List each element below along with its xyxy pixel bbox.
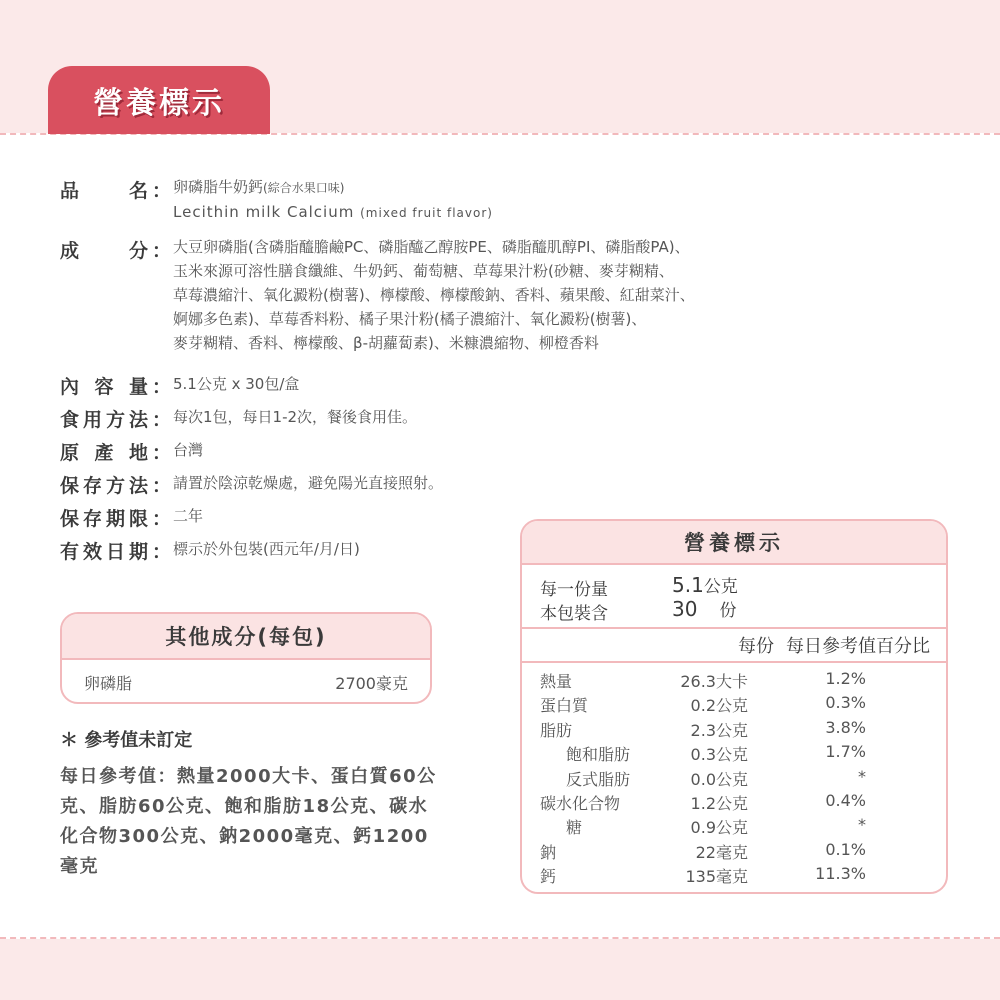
nutrient-amount: 1.2公克 [690, 793, 748, 813]
content-label: 內 容 量 [60, 376, 148, 398]
expiry-value: 標示於外包裝(西元年/月/日) [173, 540, 360, 558]
usage-value: 每次1包，每日1-2次，餐後食用佳。 [173, 408, 418, 426]
nutrient-name: 鈉 [540, 842, 557, 862]
serving-info [522, 565, 946, 629]
nutrition-table [520, 519, 948, 894]
page-title: 營養標示 [48, 66, 270, 134]
bottom-dashed-divider [0, 937, 1000, 939]
nutrient-name: 碳水化合物 [540, 793, 621, 813]
other-ingredients-title: 其他成分(每包) [62, 614, 430, 660]
nutrient-amount: 0.9公克 [690, 818, 748, 838]
nutrition-title: 營養標示 [522, 521, 946, 565]
nutrition-rows [522, 663, 946, 889]
nutrient-daily-percent: 11.3% [815, 864, 866, 884]
origin-row: 原 產 地 ： 台灣 [60, 438, 148, 465]
servings-per-package-label: 本包裝含 [540, 604, 608, 624]
servings-per-package-value: 30 份 [672, 597, 737, 621]
nutrient-daily-percent: * [858, 766, 866, 786]
serving-size-label: 每一份量 [540, 580, 608, 600]
nutrient-name: 鈣 [540, 867, 557, 887]
nutrient-name: 飽和脂肪 [566, 745, 631, 765]
nutrient-amount: 0.0公克 [690, 769, 748, 789]
nutrient-daily-percent: 0.4% [825, 790, 866, 810]
per-serving-header: 每份 [738, 636, 774, 657]
serving-size-value: 5.1公克 [672, 573, 738, 597]
reference-note-text: 每日參考值：熱量2000大卡、蛋白質60公克、脂肪60公克、飽和脂肪18公克、碳水化合物300公克、鈉2000毫克、鈣1200毫克 [60, 766, 437, 877]
nutrition-row [522, 669, 946, 693]
reference-note-title: ＊ 參考值未訂定 [60, 730, 193, 751]
ingredients-row: 成 分 ： 大豆卵磷脂(含磷脂醯膽鹼PC、磷脂醯乙醇胺PE、磷脂醯肌醇PI、磷脂酸PA)、 玉米來源可溶性膳食纖維、牛奶鈣、葡萄糖、草莓果汁粉(砂糖、麥芽糊精、 草莓濃縮汁、氧化澱粉(樹薯)、檸檬酸、檸檬酸鈉、香料、蘋果酸、紅甜菜汁、 婀娜多色素)、草莓香料粉、橘子果汁粉(橘子濃縮汁、氧化澱粉(樹薯)、 麥芽糊精、香料、檸檬酸、β-胡蘿蔔素)、米糠濃縮物、柳橙香料 [60, 236, 148, 263]
product-name-row: 品 名 ： 卵磷脂牛奶鈣(綜合水果口味) Lecithin milk Calcium (mixed fruit flavor) [60, 176, 148, 203]
nutrient-amount: 2.3公克 [690, 720, 748, 740]
storage-value: 請置於陰涼乾燥處，避免陽光直接照射。 [173, 474, 444, 492]
nutrient-amount: 0.2公克 [690, 696, 748, 716]
nutrient-name: 糖 [566, 818, 583, 838]
other-ingredients-box [60, 612, 432, 704]
shelf-life-row: 保 存 期 限 ： 二年 [60, 504, 148, 531]
nutrient-daily-percent: 1.2% [825, 669, 866, 688]
other-ingredient-name: 卵磷脂 [84, 673, 133, 693]
shelf-life-label: 保 存 期 限 [60, 508, 148, 530]
nutrient-daily-percent: 1.7% [825, 742, 866, 762]
nutrition-row [522, 693, 946, 717]
storage-label: 保 存 方 法 [60, 475, 148, 497]
nutrient-amount: 26.3大卡 [680, 672, 748, 691]
product-name-value: 卵磷脂牛奶鈣(綜合水果口味) Lecithin milk Calcium (mixed fruit flavor) [173, 178, 493, 221]
nutrient-name: 反式脂肪 [566, 769, 631, 789]
nutrient-amount: 0.3公克 [690, 745, 748, 765]
nutrition-row [522, 840, 946, 864]
nutrient-name: 脂肪 [540, 720, 573, 740]
origin-value: 台灣 [173, 441, 204, 459]
usage-label: 食 用 方 法 [60, 409, 148, 431]
nutrient-name: 蛋白質 [540, 696, 589, 716]
expiry-row: 有 效 日 期 ： 標示於外包裝(西元年/月/日) [60, 537, 148, 564]
usage-row: 食 用 方 法 ： 每次1包，每日1-2次，餐後食用佳。 [60, 405, 148, 432]
nutrient-amount: 135毫克 [685, 867, 748, 887]
nutrition-row [522, 864, 946, 888]
nutrient-daily-percent: 0.1% [825, 839, 866, 859]
nutrient-name: 熱量 [540, 672, 573, 691]
nutrition-row [522, 767, 946, 791]
nutrition-row [522, 742, 946, 766]
other-ingredients-row [62, 660, 430, 704]
nutrition-row [522, 718, 946, 742]
nutrient-daily-percent: 3.8% [825, 717, 866, 737]
nutrient-daily-percent: 0.3% [825, 693, 866, 713]
product-name-label: 品 名 [60, 180, 148, 202]
daily-value-header: 每日參考值百分比 [786, 636, 930, 657]
nutrient-daily-percent: * [858, 815, 866, 835]
content-value: 5.1公克 x 30包/盒 [173, 375, 300, 393]
nutrient-amount: 22毫克 [695, 842, 748, 862]
expiry-label: 有 效 日 期 [60, 541, 148, 563]
ingredients-label: 成 分 [60, 240, 148, 262]
nutrition-row [522, 815, 946, 839]
nutrition-row [522, 791, 946, 815]
origin-label: 原 產 地 [60, 442, 148, 464]
other-ingredient-amount: 2700豪克 [335, 673, 408, 693]
ingredients-value: 大豆卵磷脂(含磷脂醯膽鹼PC、磷脂醯乙醇胺PE、磷脂醯肌醇PI、磷脂酸PA)、 玉米來源可溶性膳食纖維、牛奶鈣、葡萄糖、草莓果汁粉(砂糖、麥芽糊精、 草莓濃縮汁、氧化澱粉(樹薯)、檸檬酸、檸檬酸鈉、香料、蘋果酸、紅甜菜汁、 婀娜多色素)、草莓香料粉、橘子果汁粉(橘子濃縮汁、氧化澱粉(樹薯)、 麥芽糊精、香料、檸檬酸、β-胡蘿蔔素)、米糠濃縮物、柳橙香料 [173, 238, 695, 352]
nutrition-column-header [522, 629, 946, 663]
content-row: 內 容 量 ： 5.1公克 x 30包/盒 [60, 372, 148, 399]
shelf-life-value: 二年 [173, 507, 204, 525]
storage-row: 保 存 方 法 ： 請置於陰涼乾燥處，避免陽光直接照射。 [60, 471, 148, 498]
